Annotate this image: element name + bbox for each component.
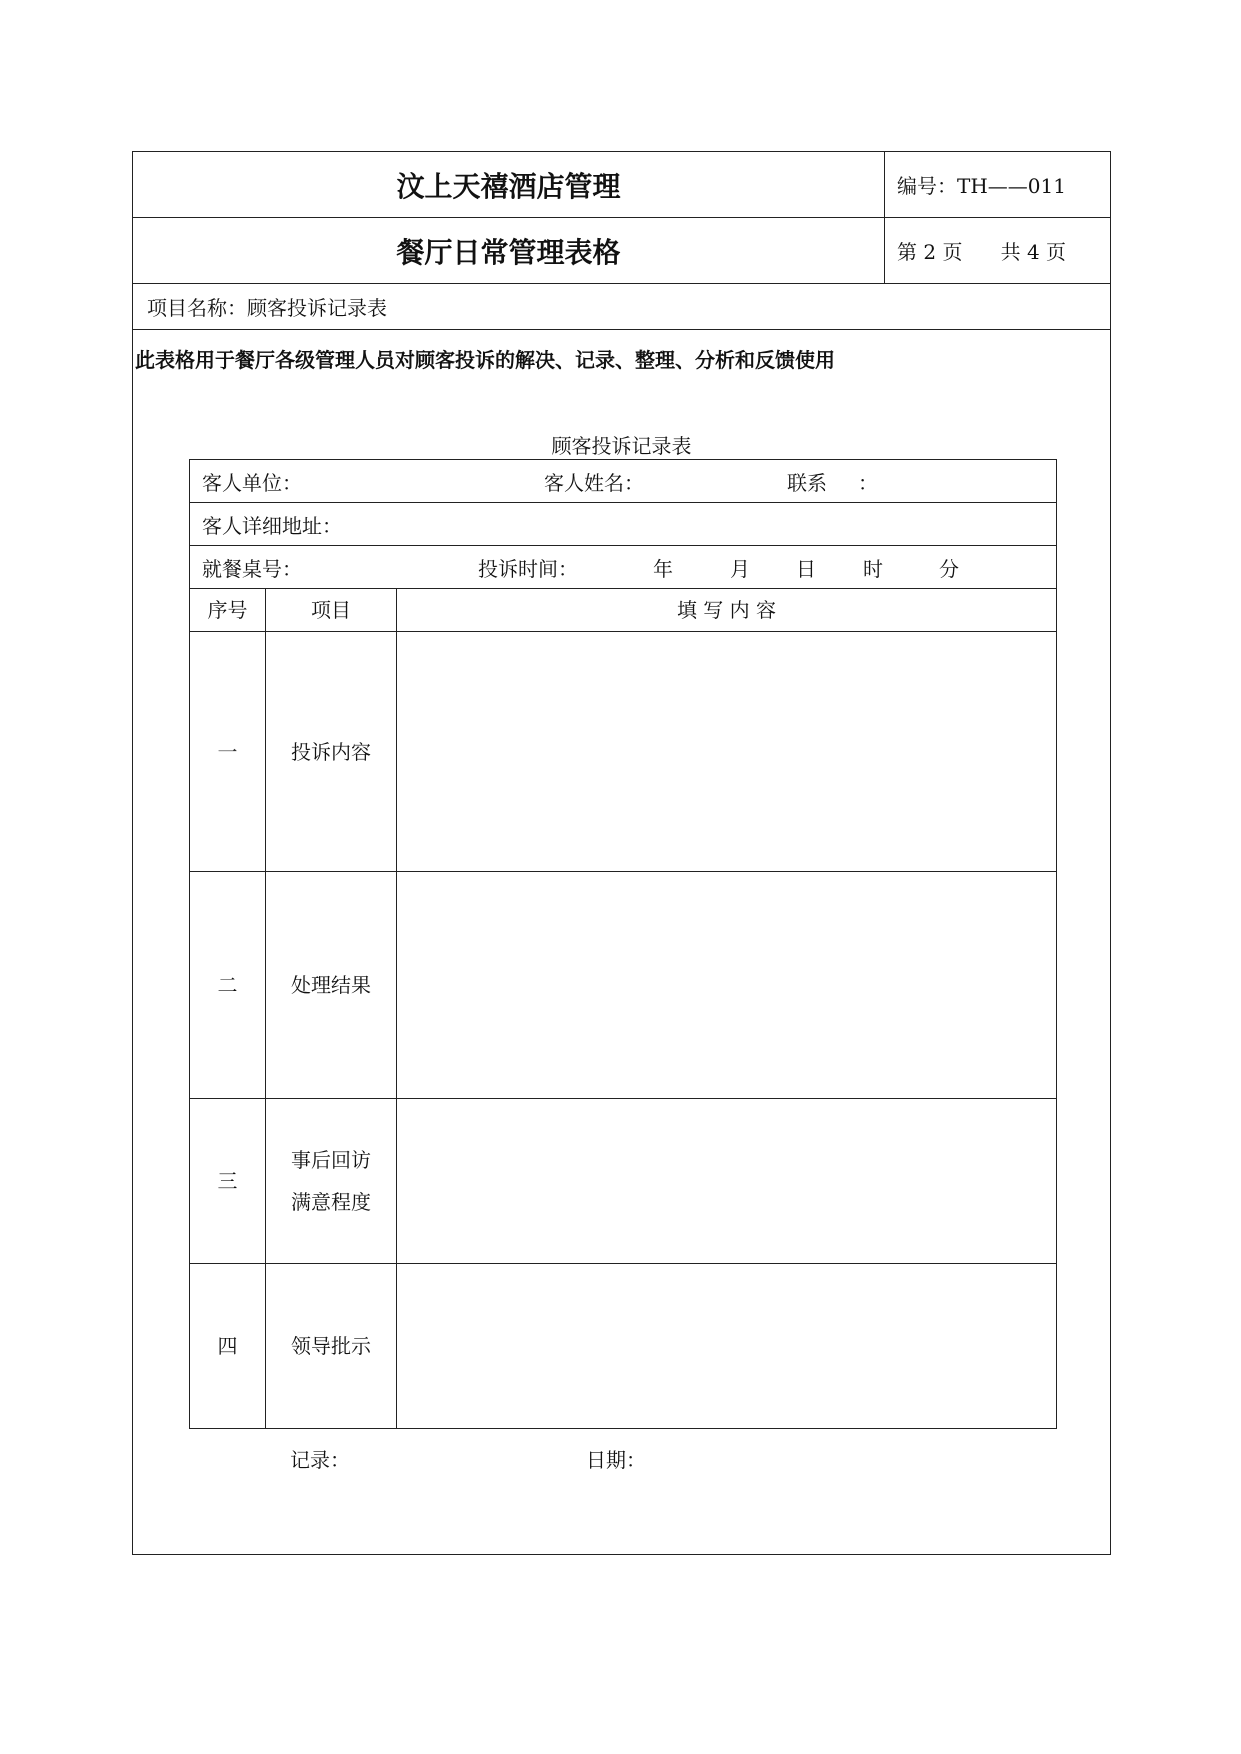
complaint-form-title: 顾客投诉记录表 bbox=[551, 434, 692, 458]
handling-result-field[interactable] bbox=[397, 872, 1056, 1098]
follow-up-satisfaction-field[interactable] bbox=[397, 1099, 1056, 1263]
row-seq-3: 三 bbox=[217, 1169, 238, 1193]
follow-up-line-2: 满意程度 bbox=[291, 1190, 371, 1214]
row-item-follow-up bbox=[266, 1099, 396, 1263]
document-frame bbox=[132, 151, 1111, 1555]
complaint-form-table bbox=[189, 459, 1057, 1429]
col-header-content: 填 写 内 容 bbox=[676, 597, 777, 622]
company-title: 汶上天禧酒店管理 bbox=[133, 152, 885, 217]
col-header-item: 项目 bbox=[311, 597, 351, 622]
row-item-leader-instruction: 领导批示 bbox=[291, 1334, 371, 1358]
contact-colon: ： bbox=[858, 471, 878, 495]
row-seq-1: 一 bbox=[217, 739, 238, 764]
follow-up-line-1: 事后回访 bbox=[291, 1148, 371, 1172]
guest-name-label: 客人姓名： bbox=[544, 471, 644, 495]
col-header-seq: 序号 bbox=[207, 597, 248, 622]
minute-label: 分 bbox=[939, 557, 959, 581]
recorder-label: 记录： bbox=[290, 1448, 350, 1472]
complaint-content-field[interactable] bbox=[397, 632, 1056, 871]
date-label: 日期： bbox=[586, 1448, 646, 1472]
document-number: 编号：TH——011 bbox=[897, 174, 1066, 198]
row-seq-4: 四 bbox=[217, 1334, 238, 1358]
complaint-time-label: 投诉时间： bbox=[478, 557, 578, 581]
hour-label: 时 bbox=[863, 557, 883, 581]
purpose-statement: 此表格用于餐厅各级管理人员对顾客投诉的解决、记录、整理、分析和反馈使用 bbox=[135, 348, 835, 372]
leader-instruction-field[interactable] bbox=[397, 1264, 1056, 1428]
project-name: 项目名称：顾客投诉记录表 bbox=[133, 284, 1110, 330]
row-divider bbox=[190, 545, 1056, 546]
year-label: 年 bbox=[653, 557, 673, 581]
table-number-label: 就餐桌号： bbox=[202, 557, 302, 581]
header-row-2 bbox=[133, 218, 1110, 284]
row-item-handling-result: 处理结果 bbox=[291, 973, 371, 997]
month-label: 月 bbox=[730, 557, 750, 581]
header-row-1 bbox=[133, 152, 1110, 218]
guest-address-label: 客人详细地址： bbox=[202, 514, 342, 538]
guest-unit-label: 客人单位： bbox=[202, 471, 302, 495]
page-info: 第 2 页 共 4 页 bbox=[897, 240, 1067, 264]
form-name-title: 餐厅日常管理表格 bbox=[133, 218, 885, 283]
day-label: 日 bbox=[796, 557, 816, 581]
row-divider bbox=[190, 502, 1056, 503]
row-seq-2: 二 bbox=[217, 973, 238, 997]
row-item-complaint-content: 投诉内容 bbox=[291, 739, 371, 764]
contact-label: 联系 bbox=[787, 471, 827, 495]
